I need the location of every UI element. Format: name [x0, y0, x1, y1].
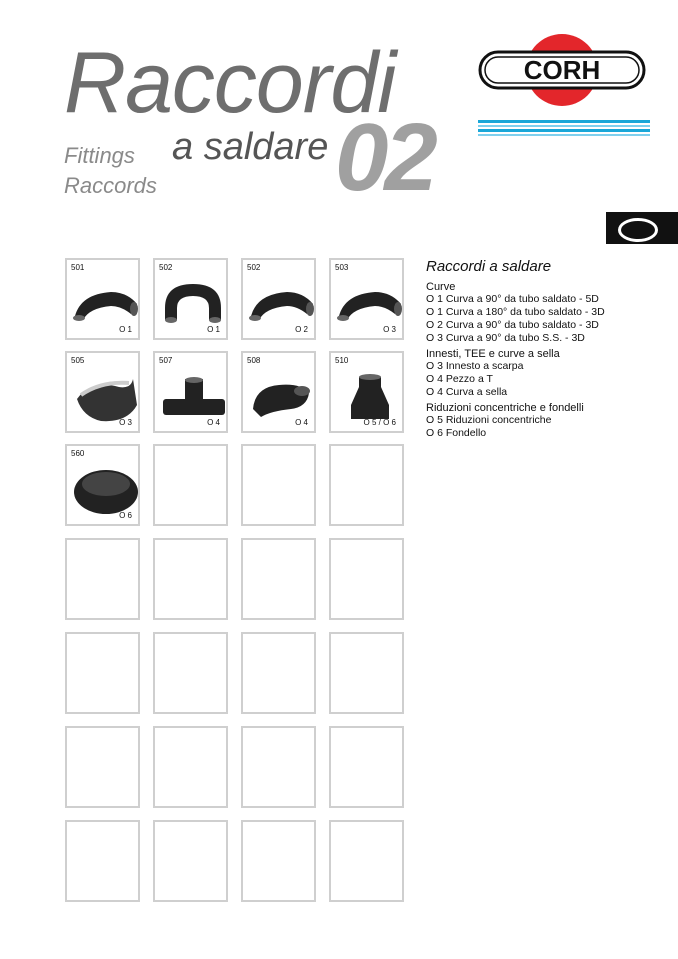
legend	[426, 258, 666, 440]
saddle-bend-icon	[247, 369, 317, 425]
empty-cell	[241, 444, 316, 526]
empty-cell	[241, 538, 316, 620]
return-bend-icon	[159, 276, 229, 332]
legend-section-title: Riduzioni concentriche e fondelli	[426, 402, 584, 414]
empty-cell	[65, 632, 140, 714]
empty-cell	[329, 444, 404, 526]
legend-item: O 1 Curva a 90° da tubo saldato - 5D	[426, 293, 599, 305]
empty-cell	[65, 538, 140, 620]
product-code: 510	[335, 356, 349, 365]
empty-cell	[241, 726, 316, 808]
empty-cell	[153, 444, 228, 526]
product-group: O 1	[119, 325, 132, 334]
saddle-icon	[71, 369, 141, 425]
product-group: O 4	[207, 418, 220, 427]
logo-text: CORH	[523, 55, 601, 85]
product-code: 508	[247, 356, 261, 365]
section-tab	[606, 212, 678, 244]
elbow-icon	[335, 276, 405, 332]
empty-cell	[65, 820, 140, 902]
legend-heading: Raccordi a saldare	[426, 258, 552, 275]
product-code: 560	[71, 449, 85, 458]
elbow-icon	[247, 276, 317, 332]
title-french: Raccords	[64, 173, 157, 198]
cap-icon	[71, 462, 141, 518]
empty-cell	[241, 632, 316, 714]
product-code: 505	[71, 356, 85, 365]
empty-cell	[329, 820, 404, 902]
product-group: O 3	[119, 418, 132, 427]
elbow-icon	[71, 276, 141, 332]
product-cell	[241, 258, 316, 340]
product-cell	[153, 258, 228, 340]
legend-item: O 3 Innesto a scarpa	[426, 360, 524, 372]
empty-cell	[153, 820, 228, 902]
empty-cell	[65, 726, 140, 808]
legend-item: O 1 Curva a 180° da tubo saldato - 3D	[426, 306, 605, 318]
product-code: 502	[159, 263, 173, 272]
legend-section-title: Innesti, TEE e curve a sella	[426, 348, 560, 360]
product-group: O 6	[119, 511, 132, 520]
product-code: 507	[159, 356, 173, 365]
empty-cell	[153, 632, 228, 714]
product-group: O 2	[295, 325, 308, 334]
reducer-icon	[335, 369, 405, 425]
tee-icon	[159, 369, 229, 425]
empty-cell	[329, 632, 404, 714]
title-number: 02	[335, 104, 434, 211]
ring-icon	[618, 218, 658, 242]
product-cell	[65, 258, 140, 340]
empty-cell	[153, 726, 228, 808]
empty-cell	[153, 538, 228, 620]
empty-cell	[241, 820, 316, 902]
product-cell	[153, 351, 228, 433]
legend-item: O 5 Riduzioni concentriche	[426, 414, 552, 426]
product-code: 501	[71, 263, 85, 272]
product-cell	[65, 444, 140, 526]
product-code: 502	[247, 263, 261, 272]
legend-item: O 4 Pezzo a T	[426, 373, 493, 385]
legend-section-title: Curve	[426, 281, 456, 293]
product-cell	[241, 351, 316, 433]
product-group: O 5 / O 6	[363, 418, 396, 427]
empty-cell	[329, 538, 404, 620]
legend-item: O 4 Curva a sella	[426, 386, 508, 398]
title-sub: a saldare	[172, 126, 329, 168]
product-cell	[329, 258, 404, 340]
header-stripes	[478, 120, 650, 138]
title-main: Raccordi	[64, 35, 396, 131]
product-cell	[329, 351, 404, 433]
product-group: O 3	[383, 325, 396, 334]
product-cell	[65, 351, 140, 433]
corh-logo	[478, 30, 646, 110]
empty-cell	[329, 726, 404, 808]
product-group: O 4	[295, 418, 308, 427]
legend-item: O 6 Fondello	[426, 427, 487, 439]
product-code: 503	[335, 263, 349, 272]
legend-item: O 2 Curva a 90° da tubo saldato - 3D	[426, 319, 599, 331]
title-english: Fittings	[64, 143, 135, 168]
product-group: O 1	[207, 325, 220, 334]
legend-item: O 3 Curva a 90° da tubo S.S. - 3D	[426, 332, 585, 344]
